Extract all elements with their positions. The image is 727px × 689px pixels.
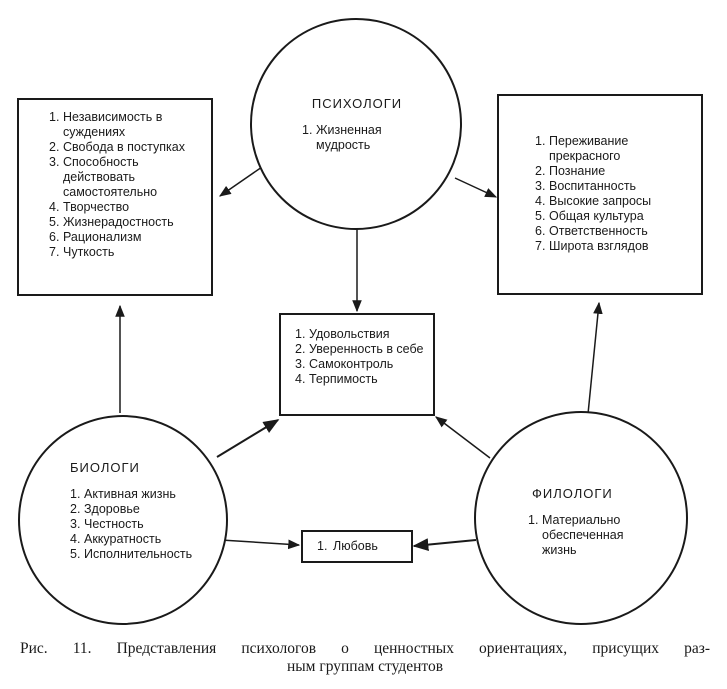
arrow-psych-to-right xyxy=(455,178,496,197)
item-number: 1. xyxy=(70,487,81,501)
item-text: Самоконтроль xyxy=(309,357,394,371)
center-values-box xyxy=(279,313,435,416)
item-number: 6. xyxy=(49,230,60,244)
list-item xyxy=(49,200,189,215)
list-item xyxy=(535,134,685,164)
item-number: 1. xyxy=(528,513,539,527)
item-number: 5. xyxy=(70,547,81,561)
item-text: Материально обеспеченная жизнь xyxy=(542,513,624,557)
item-text: Общая культура xyxy=(549,209,644,223)
love-box xyxy=(301,530,413,563)
item-text: Честность xyxy=(84,517,144,531)
list-item xyxy=(49,110,189,140)
item-number: 2. xyxy=(535,164,546,178)
list-item xyxy=(295,342,425,357)
arrow-psych-to-left xyxy=(220,167,262,196)
item-number: 2. xyxy=(49,140,60,154)
arrow-bio-to-center xyxy=(217,420,278,457)
list-item xyxy=(535,224,685,239)
center-values-list xyxy=(295,327,425,387)
item-text: Удовольствия xyxy=(309,327,390,341)
item-text: Активная жизнь xyxy=(84,487,176,501)
list-item xyxy=(70,547,220,562)
biologists-values xyxy=(70,487,220,562)
arrow-bio-to-love xyxy=(221,540,299,545)
list-item xyxy=(302,123,422,153)
item-text: Рационализм xyxy=(63,230,142,244)
arrow-phil-to-right xyxy=(588,303,599,414)
item-text: Познание xyxy=(549,164,606,178)
item-number: 2. xyxy=(295,342,306,356)
list-item xyxy=(49,215,189,230)
item-number: 7. xyxy=(49,245,60,259)
left-values-list xyxy=(49,110,189,260)
list-item xyxy=(535,239,685,254)
left-values-box xyxy=(17,98,213,296)
item-text: Способность действовать самостоятельно xyxy=(63,155,158,199)
list-item xyxy=(49,245,189,260)
item-number: 5. xyxy=(535,209,546,223)
philologists-title: ФИЛОЛОГИ xyxy=(532,486,613,501)
list-item xyxy=(295,372,425,387)
item-text: Творчество xyxy=(63,200,130,214)
list-item xyxy=(535,164,685,179)
item-text: Жизненная мудрость xyxy=(316,123,382,152)
item-text: Уверенность в себе xyxy=(309,342,424,356)
list-item xyxy=(317,539,411,554)
list-item xyxy=(535,209,685,224)
item-number: 3. xyxy=(535,179,546,193)
list-item xyxy=(49,230,189,245)
item-number: 4. xyxy=(535,194,546,208)
item-text: Воспитанность xyxy=(549,179,637,193)
list-item xyxy=(70,502,220,517)
item-number: 2. xyxy=(70,502,81,516)
item-number: 1. xyxy=(302,123,313,137)
item-number: 1. xyxy=(317,539,328,553)
item-number: 3. xyxy=(295,357,306,371)
right-values-box xyxy=(497,94,703,295)
item-number: 3. xyxy=(49,155,60,169)
item-text: Чуткость xyxy=(63,245,115,259)
psychologists-title: ПСИХОЛОГИ xyxy=(311,96,403,111)
biologists-title: БИОЛОГИ xyxy=(70,460,140,475)
list-item xyxy=(535,179,685,194)
biologists-node xyxy=(70,460,220,562)
item-text: Здоровье xyxy=(84,502,140,516)
item-text: Исполнительность xyxy=(84,547,193,561)
list-item xyxy=(49,155,189,200)
item-text: Высокие запросы xyxy=(549,194,652,208)
item-number: 4. xyxy=(295,372,306,386)
item-number: 7. xyxy=(535,239,546,253)
item-text: Аккуратность xyxy=(84,532,162,546)
philologists-values xyxy=(528,513,628,558)
item-text: Жизнерадостность xyxy=(63,215,174,229)
item-number: 6. xyxy=(535,224,546,238)
figure-caption xyxy=(20,640,710,676)
arrow-phil-to-love xyxy=(414,540,476,546)
list-item xyxy=(70,487,220,502)
list-item xyxy=(49,140,189,155)
item-text: Широта взглядов xyxy=(549,239,649,253)
item-text: Свобода в поступках xyxy=(63,140,185,154)
list-item xyxy=(295,357,425,372)
love-values-list xyxy=(317,539,411,554)
list-item xyxy=(535,194,685,209)
item-text: Ответственность xyxy=(549,224,648,238)
item-number: 5. xyxy=(49,215,60,229)
item-number: 1. xyxy=(49,110,60,124)
item-text: Независимость в суждениях xyxy=(63,110,163,139)
psychologists-values xyxy=(292,123,422,153)
caption-line-2: ным группам студентов xyxy=(286,658,444,675)
item-text: Переживание прекрасного xyxy=(549,134,629,163)
item-number: 1. xyxy=(295,327,306,341)
philologists-node xyxy=(528,486,648,558)
psychologists-node xyxy=(292,96,422,153)
item-text: Любовь xyxy=(333,539,378,553)
list-item xyxy=(528,513,628,558)
list-item xyxy=(70,532,220,547)
arrow-phil-to-center xyxy=(436,417,490,458)
list-item xyxy=(295,327,425,342)
right-values-list xyxy=(535,134,685,254)
item-number: 4. xyxy=(49,200,60,214)
list-item xyxy=(70,517,220,532)
item-number: 1. xyxy=(535,134,546,148)
item-number: 4. xyxy=(70,532,81,546)
item-number: 3. xyxy=(70,517,81,531)
item-text: Терпимость xyxy=(309,372,378,386)
caption-line-1: Рис. 11. Представления психологов о ценностных ориентациях, присущих раз- xyxy=(20,640,710,657)
